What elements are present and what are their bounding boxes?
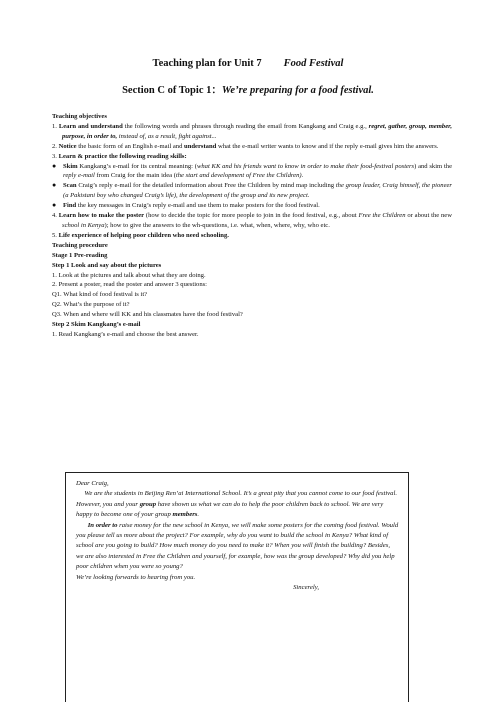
email-box [65,472,409,702]
objective-item: 5. Life experience of helping poor children who need schooling. [52,231,229,239]
step-line: 1. Look at the pictures and talk about what they are doing. [52,271,206,279]
objective-item: 1. Learn and understand the following words and phrases through reading the email from Kangkang and Craig e.g., regret, gather, group, member, purpose, in order to, instead of, as a result, fight against... [52,122,452,140]
lesson-plan-body [52,112,452,340]
bullet-icon: ● [52,181,57,190]
question-item: Q1. What kind of food festival is it? [52,291,148,299]
subtitle-topic: We’re preparing for a food festival. [221,85,374,96]
objective-item: 2. Notice the basic form of an English e-mail and understand what the e-mail writer wants to know and if the reply e-mail gives him the answers. [52,142,439,150]
stage-heading: Stage 1 Pre-reading [52,251,108,259]
subtitle-main: Section C of Topic 1： [122,85,222,96]
email-paragraph: In order to raise money for the new school in Kenya, we will make some posters for the coming food festival. Would you please tell us more about the project? For example, why do you want to build the school in Kenya? What kind of school are you going to build? How much money do you need to make it? When you will finish the building? Besides, we are also interested in Free the Children and yourself, for example, how was the group developed? Why did you help poor children when you were so young? [76,521,399,571]
bullet-icon: ● [52,161,57,170]
step-line: 2. Present a poster, read the poster and answer 3 questions: [52,281,208,289]
email-closing: Sincerely, [293,584,319,592]
objective-item: 4. Learn how to make the poster (how to decide the topic for more people to join in the food festival, e.g., about Free the Children or about the new school in Kenya); how to give the answers to the wh-questions, i.e. what, when, where, why, who etc. [52,212,452,229]
bullet-icon: ● [52,201,57,210]
title-unit-name: Food Festival [283,58,344,69]
step-line: 1. Read Kangkang’s e-mail and choose the best answer. [52,330,199,338]
page-subtitle [0,82,496,97]
email-paragraph: We’re looking forwards to hearing from you. [76,573,196,581]
procedure-heading: Teaching procedure [52,241,108,249]
skill-item: ● Find the key messages in Craig’s reply e-mail and use them to make posters for the food festival. [52,201,320,210]
objective-item: 3. Learn & practice the following reading skills: [52,152,187,160]
skill-item: ● Scan Craig’s reply e-mail for the detailed information about Free the Children by mind map including the group leader, Craig himself, the pioneer (a Pakistani boy who changed Craig’s life), the development of the group and its new project. [52,181,453,200]
objectives-heading: Teaching objectives [52,113,107,120]
step-heading: Step 1 Look and say about the pictures [52,261,162,269]
email-paragraph: We are the students in Beijing Ren’ai International School. It’s a great pity that you cannot come to our food festival. However, you and your group have shown us what we can do to help the poor children back to school. We are very happy to become one of your group members. [76,490,398,519]
skill-item: ● Skim Kangkang’s e-mail for its central meaning: (what KK and his friends want to know in order to make their food-festival posters) and skim the reply e-mail from Craig for the main idea (the start and development of Free the Children). [52,161,452,180]
question-item: Q2. What’s the purpose of it? [52,301,130,309]
page-title [0,58,496,69]
question-item: Q3. When and where will KK and his classmates have the food festival? [52,311,243,319]
step-heading: Step 2 Skim Kangkang’s e-mail [52,321,141,329]
title-main: Teaching plan for Unit 7 [152,58,262,69]
email-greeting: Dear Craig, [76,480,109,487]
